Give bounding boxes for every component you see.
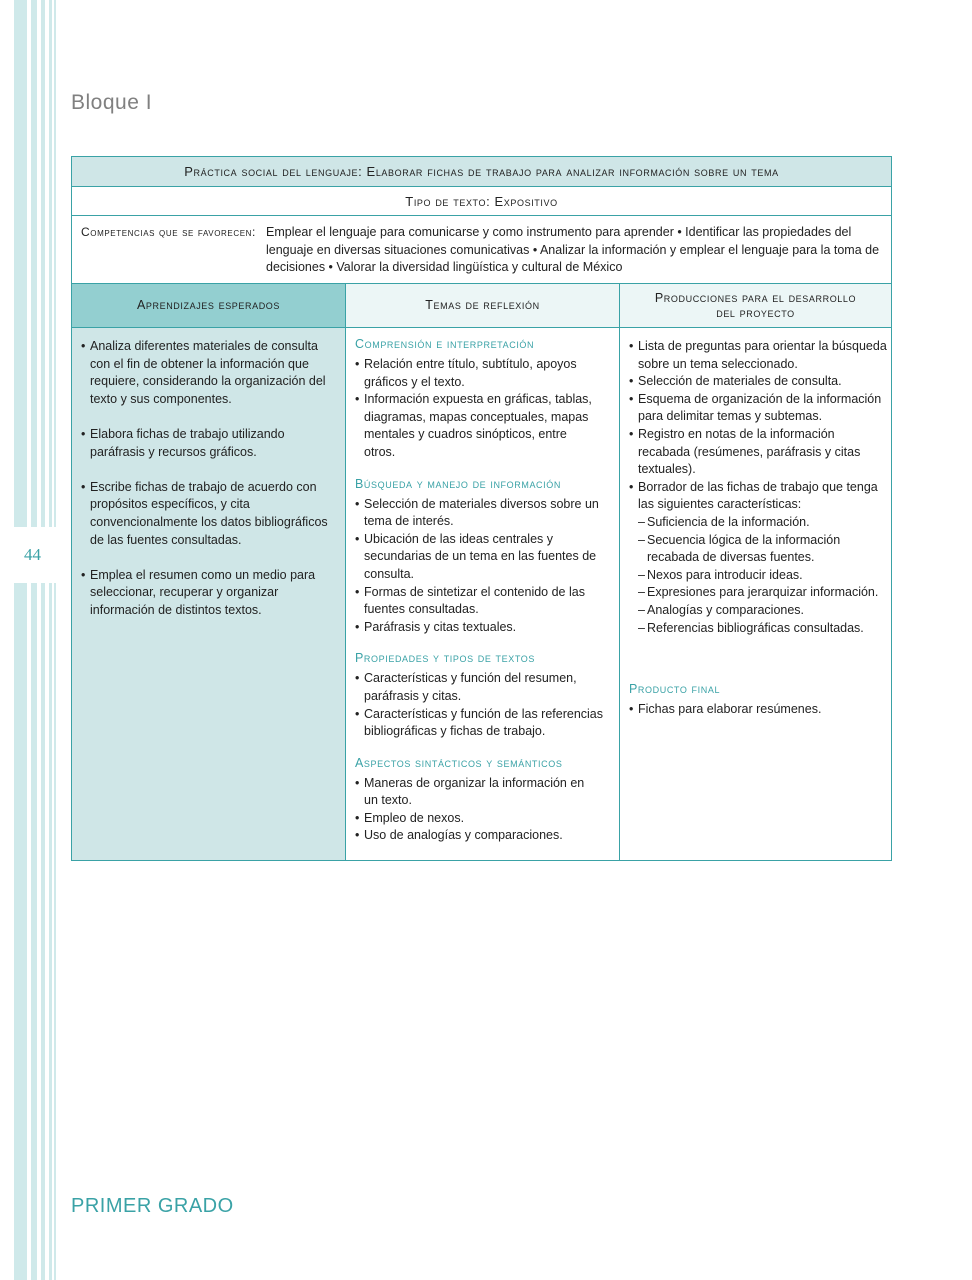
producto-final-section [629,681,891,719]
margin-stripe [14,0,27,1280]
producto-final-list [629,701,891,719]
column-headers [72,284,891,328]
aprendizajes-list [81,338,339,620]
tema-title: Comprensión e interpretación [355,337,535,351]
list-item: – Analogías y comparaciones. [629,602,891,620]
table-body [72,328,891,860]
list-item: • Paráfrasis y citas textuales. [355,619,600,637]
tema-section [355,755,619,845]
list-item: • Esquema de organización de la información para delimitar temas y subtemas. [629,391,887,426]
list-item: • Fichas para elaborar resúmenes. [629,701,891,719]
list-item: • Empleo de nexos. [355,810,590,828]
header-producciones [619,284,891,327]
producciones-sublist [629,514,891,637]
competencias-text: Emplear el lenguaje para comunicarse y como instrumento para aprender • Identificar las propiedades del lenguaje en diversas situaciones comunicativas • Analizar la información y emplear el lenguaje para la toma de decisiones • Valorar la diversidad lingüística y cultural de México [266,225,880,274]
list-item: – Secuencia lógica de la información recabada de diversas fuentes. [629,532,891,567]
tema-title: Búsqueda y manejo de información [355,476,561,491]
practica-header: Práctica social del lenguaje: Elaborar fichas de trabajo para analizar información sobre un tema [72,157,891,187]
list-item: • Relación entre título, subtítulo, apoyos gráficos y el texto. [355,356,600,391]
tema-title: Aspectos sintácticos y semánticos [355,755,563,770]
margin-stripe [41,0,45,1280]
list-item: • Características y función del resumen, paráfrasis y citas. [355,670,613,705]
list-item: • Lista de preguntas para orientar la búsqueda sobre un tema seleccionado. [629,338,887,373]
producto-final-title: Producto final [629,682,721,697]
aprendizajes-column [72,328,345,860]
temas-column [345,328,619,860]
list-item: – Nexos para introducir ideas. [629,567,891,585]
list-item: • Escribe fichas de trabajo de acuerdo con propósitos específicos, y cita convencionalmente los datos bibliográficos de las fuentes consultadas. [81,479,339,549]
list-item: • Formas de sintetizar el contenido de las fuentes consultadas. [355,584,600,619]
list-item: • Emplea el resumen como un medio para seleccionar, recuperar y organizar información de distintos textos. [81,567,339,620]
tema-title: Propiedades y tipos de textos [355,651,535,666]
competencias-label: Competencias que se favorecen: [81,225,256,239]
tema-section [355,336,619,462]
list-item: – Referencias bibliográficas consultadas. [629,620,891,638]
competencias-row [72,216,891,284]
tema-list [355,356,600,462]
header-aprendizajes: Aprendizajes esperados [72,284,345,327]
list-item: • Uso de analogías y comparaciones. [355,827,590,845]
list-item: • Elabora fichas de trabajo utilizando paráfrasis y recursos gráficos. [81,426,339,461]
page-number: 44 [24,545,41,564]
block-title: Bloque I [71,91,153,114]
list-item: • Borrador de las fichas de trabajo que tenga las siguientes características: [629,479,887,514]
list-item: • Selección de materiales de consulta. [629,373,887,391]
list-item: • Analiza diferentes materiales de consulta con el fin de obtener la información que requiere, considerando la organización del texto y sus componentes. [81,338,339,408]
tema-list [355,496,600,637]
margin-stripe [31,0,37,1280]
tema-list [355,670,613,740]
tema-section [355,476,619,637]
grade-footer: PRIMER GRADO [71,1195,234,1217]
list-item: – Expresiones para jerarquizar información. [629,584,891,602]
list-item: • Ubicación de las ideas centrales y secundarias de un tema en las fuentes de consulta. [355,531,600,584]
list-item: • Características y función de las referencias bibliográficas y fichas de trabajo. [355,706,613,741]
list-item: • Información expuesta en gráficas, tablas, diagramas, mapas conceptuales, mapas mentales y cuadros sinópticos, entre otros. [355,391,600,461]
margin-stripe [54,0,56,1280]
list-item: • Maneras de organizar la información en un texto. [355,775,590,810]
list-item: • Registro en notas de la información recabada (resúmenes, paráfrasis y citas textuales). [629,426,887,479]
producciones-column [619,328,891,860]
header-temas: Temas de reflexión [345,284,619,327]
list-item: – Suficiencia de la información. [629,514,891,532]
margin-stripe [49,0,52,1280]
header-producciones-label: Producciones para el desarrollo del proyecto [654,290,857,320]
curriculum-table [71,156,892,861]
producciones-list [629,338,887,514]
tipo-texto-row: Tipo de texto: Expositivo [72,187,891,216]
list-item: • Selección de materiales diversos sobre un tema de interés. [355,496,600,531]
tema-list [355,775,590,845]
tema-section [355,650,619,740]
